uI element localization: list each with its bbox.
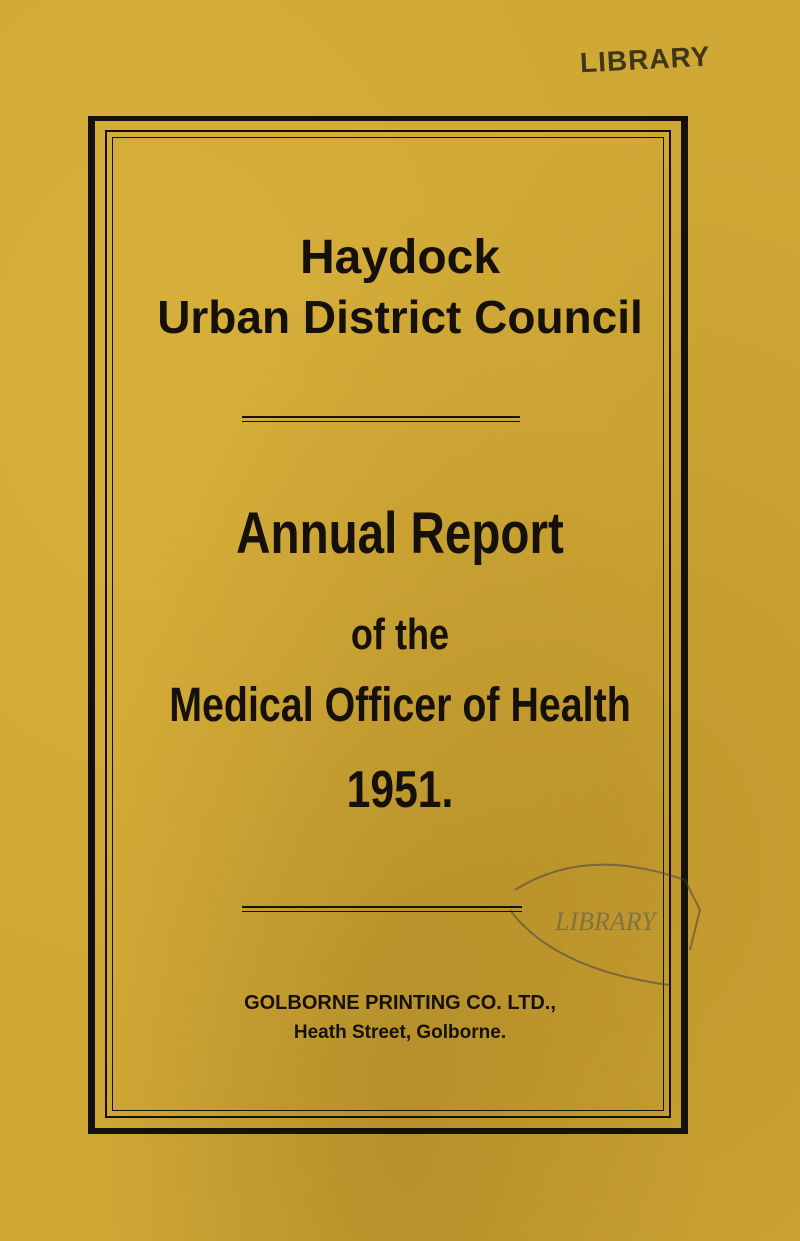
report-connector: of the — [350, 610, 450, 659]
seal-text: LIBRARY — [555, 907, 656, 936]
report-title: Annual Report — [236, 501, 564, 566]
report-subject: Medical Officer of Health — [169, 679, 631, 732]
library-stamp: LIBRARY — [579, 40, 712, 79]
divider-top — [242, 416, 520, 422]
report-year: 1951. — [346, 761, 454, 819]
printer-name: GOLBORNE PRINTING CO. LTD., — [244, 992, 556, 1014]
printer-address: Heath Street, Golborne. — [293, 1022, 507, 1043]
district-name: Haydock — [299, 231, 501, 284]
council-name: Urban District Council — [157, 291, 643, 343]
library-seal-stamp — [495, 850, 725, 1000]
divider-bottom — [242, 906, 522, 912]
